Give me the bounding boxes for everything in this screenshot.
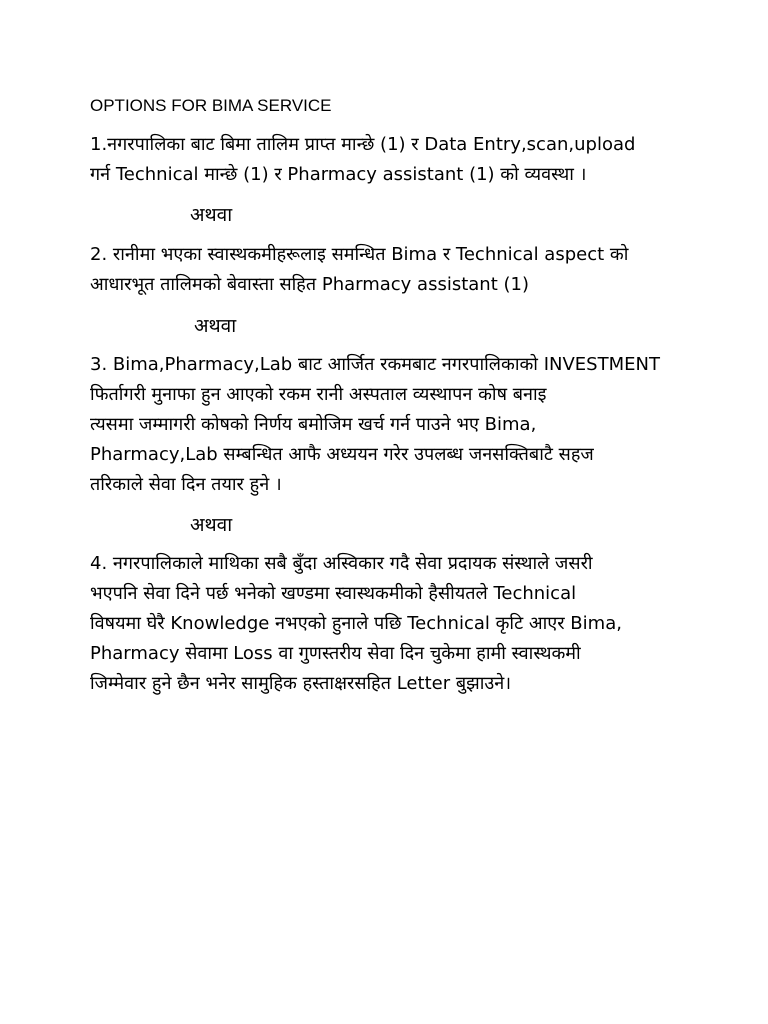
option-4-paragraph bbox=[90, 549, 690, 699]
option-4-line: भएपनि सेवा दिने पर्छ भनेको खण्डमा स्वास्थकमीको हैसीयतले Technical bbox=[90, 583, 577, 604]
separator-or: अथवा bbox=[194, 315, 237, 337]
separator-or: अथवा bbox=[190, 204, 233, 226]
option-4-line: जिम्मेवार हुने छैन भनेर सामुहिक हस्ताक्षरसहित Letter बुझाउने। bbox=[90, 673, 512, 694]
option-2-line: आधारभूत तालिमको बेवास्ता सहित Pharmacy assistant (1) bbox=[90, 274, 529, 295]
option-2-line: 2. रानीमा भएका स्वास्थकमीहरूलाइ समन्धित Bima र Technical aspect को bbox=[90, 244, 629, 265]
option-3-line: त्यसमा जम्मागरी कोषको निर्णय बमोजिम खर्च गर्न पाउने भए Bima, bbox=[90, 414, 537, 435]
option-1-paragraph bbox=[90, 130, 690, 190]
document-title: OPTIONS FOR BIMA SERVICE bbox=[90, 96, 332, 115]
option-4-line: विषयमा घेरै Knowledge नभएको हुनाले पछि Technical कृटि आएर Bima, bbox=[90, 613, 622, 634]
separator-or: अथवा bbox=[190, 514, 233, 536]
option-3-line: Pharmacy,Lab सम्बन्धित आफै अध्ययन गरेर उपलब्ध जनसक्तिबाटै सहज bbox=[90, 444, 594, 465]
option-2-paragraph bbox=[90, 240, 690, 300]
option-3-line: फिर्तागरी मुनाफा हुन आएको रकम रानी अस्पताल व्यस्थापन कोष बनाइ bbox=[90, 384, 547, 405]
option-4-line: Pharmacy सेवामा Loss वा गुणस्तरीय सेवा दिन चुकेमा हामी स्वास्थकमी bbox=[90, 643, 581, 664]
option-4-line: 4. नगरपालिकाले माथिका सबै बुँदा अस्विकार गदै सेवा प्रदायक संस्थाले जसरी bbox=[90, 553, 593, 574]
option-3-line: तरिकाले सेवा दिन तयार हुने । bbox=[90, 474, 282, 495]
option-1-line: गर्न Technical मान्छे (1) र Pharmacy assistant (1) को व्यवस्था । bbox=[90, 164, 587, 185]
option-3-paragraph bbox=[90, 350, 690, 500]
option-1-line: 1.नगरपालिका बाट बिमा तालिम प्राप्त मान्छे (1) र Data Entry,scan,upload bbox=[90, 134, 636, 155]
option-3-line: 3. Bima,Pharmacy,Lab बाट आर्जित रकमबाट नगरपालिकाको INVESTMENT bbox=[90, 354, 660, 375]
